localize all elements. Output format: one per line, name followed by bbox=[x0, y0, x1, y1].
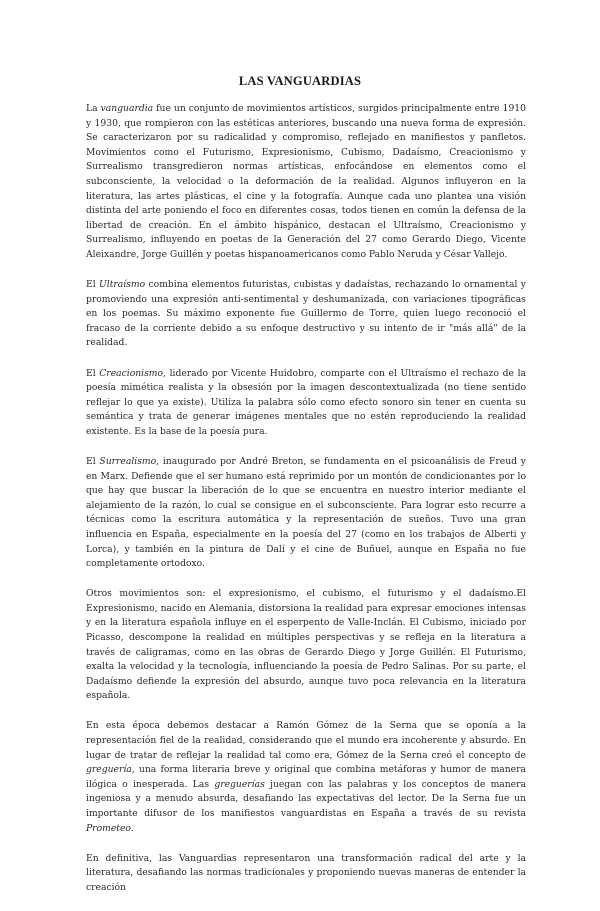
paragraph-text: , inaugurado por André Breton, se fundamenta en el psicoanálisis de Freud y en Marx. Defiende que el ser humano está reprimido por un montón de condicionantes por lo que hay que buscar la liberación de lo que se encuentra en nuestro interior mediante el alejamiento de la razón, lo cual se consigue en el subconsciente. Para lograr esto recurre a técnicas como la escritura automática y la representación de sueños. Tuvo una gran influencia en España, especialmente en la poesía del 27 (como en los trabajos de Alberti y Lorca), y también en la pintura de Dalí y el cine de Buñuel, aunque en España no fue completamente ortodoxo. bbox=[86, 455, 526, 570]
paragraph-text: , liderado por Vicente Huidobro, comparte con el Ultraísmo el rechazo de la poesía mimética realista y la obsesión por la imagen descontextualizada (no tiene sentido reflejar lo que ya existe). Utiliza la palabra sólo como efecto sonoro sin tener en cuenta su semántica y trata de generar imágenes mentales que no estén reproduciendo la realidad existente. Es la base de la poesía pura. bbox=[86, 367, 526, 437]
paragraph-text: El bbox=[86, 367, 100, 379]
paragraph bbox=[86, 367, 526, 440]
italic-term: greguerías bbox=[214, 778, 265, 790]
paragraph bbox=[86, 719, 526, 836]
paragraph-text: En definitiva, las Vanguardias representaron una transformación radical del arte y la literatura, desafiando las normas tradicionales y proponiendo nuevas maneras de entender la creación bbox=[86, 852, 526, 893]
paragraph-text: fue un conjunto de movimientos artísticos, surgidos principalmente entre 1910 y 1930, que rompieron con las estéticas anteriores, buscando una nueva forma de expresión. Se caracterizaron por su radicalidad y compromiso, reflejado en manifiestos y panfletos. Movimientos como el Futurismo, Expresionismo, Cubismo, Dadaísmo, Creacionismo y Surrealismo transgredieron normas artísticas, enfocándose en elementos como el subconsciente, la velocidad o la deformación de la realidad. Algunos influyeron en la literatura, las artes plásticas, el cine y la fotografía. Aunque cada uno plantea una visión distinta del arte poniendo el foco en diferentes cosas, todos tienen en común la defensa de la libertad de creación. En el ámbito hispánico, destacan el Ultraísmo, Creacionismo y Surrealismo, influyendo en poetas de la Generación del 27 como Gerardo Diego, Vicente Aleixandre, Jorge Guillén y poetas hispanoamericanos como Pablo Neruda y César Vallejo. bbox=[86, 103, 526, 260]
paragraph bbox=[86, 102, 526, 263]
paragraph-text: Otros movimientos son: el expresionismo, el cubismo, el futurismo y el dadaísmo.El Expresionismo, nacido en Alemania, distorsiona la realidad para expresar emociones intensas y en la literatura española influye en el esperpento de Valle-Inclán. El Cubismo, iniciado por Picasso, descompone la realidad en múltiples perspectivas y se refleja en la literatura a través de caligramas, como en las obras de Gerardo Diego y Jorge Guillén. El Futurismo, exalta la velocidad y la tecnología, influenciando la poesía de Pedro Salinas. Por su parte, el Dadaísmo defiende la expresión del absurdo, aunque tuvo poca relevancia en la literatura española. bbox=[86, 588, 526, 702]
italic-term: Creacionismo bbox=[99, 367, 164, 379]
document-body bbox=[86, 102, 526, 911]
paragraph bbox=[86, 587, 526, 704]
italic-term: greguería bbox=[86, 764, 132, 776]
paragraph bbox=[86, 278, 526, 351]
paragraph-text: combina elementos futuristas, cubistas y dadaístas, rechazando lo ornamental y promoviendo una expresión anti-sentimental y deshumanizada, con variaciones tipográficas en los poemas. Su máximo exponente fue Guillermo de Torre, quien luego reconoció el fracaso de la corriente debido a su enfoque destructivo y su intento de ir "más allá" de la realidad. bbox=[86, 279, 526, 349]
italic-term: Prometeo bbox=[86, 822, 131, 834]
paragraph-text: El bbox=[86, 279, 100, 291]
paragraph-text: juegan con las palabras y los conceptos de manera ingeniosa y a menudo absurda, desafiando las expectativas del lector. De la Serna fue un importante difusor de los manifiestos vanguardistas en España a través de su revista bbox=[86, 778, 526, 820]
paragraph-text: El bbox=[86, 455, 100, 467]
italic-term: vanguardia bbox=[100, 103, 154, 114]
paragraph bbox=[86, 455, 526, 572]
document-title: LAS VANGUARDIAS bbox=[238, 74, 362, 88]
paragraph-text: . bbox=[130, 822, 134, 834]
italic-term: Ultraísmo bbox=[99, 279, 146, 291]
paragraph-text: En esta época debemos destacar a Ramón Gómez de la Serna que se oponía a la representación fiel de la realidad, considerando que el mundo era incoherente y absurdo. En lugar de tratar de reflejar la realidad tal como era, Gómez de la Serna creó el concepto de bbox=[86, 720, 526, 761]
paragraph-text: , una forma literaria breve y original que combina metáforas y humor de manera ilógica o inesperada. Las bbox=[86, 764, 526, 790]
paragraph bbox=[86, 852, 526, 896]
italic-term: Surrealismo bbox=[99, 455, 157, 467]
paragraph-text: La bbox=[86, 103, 101, 114]
